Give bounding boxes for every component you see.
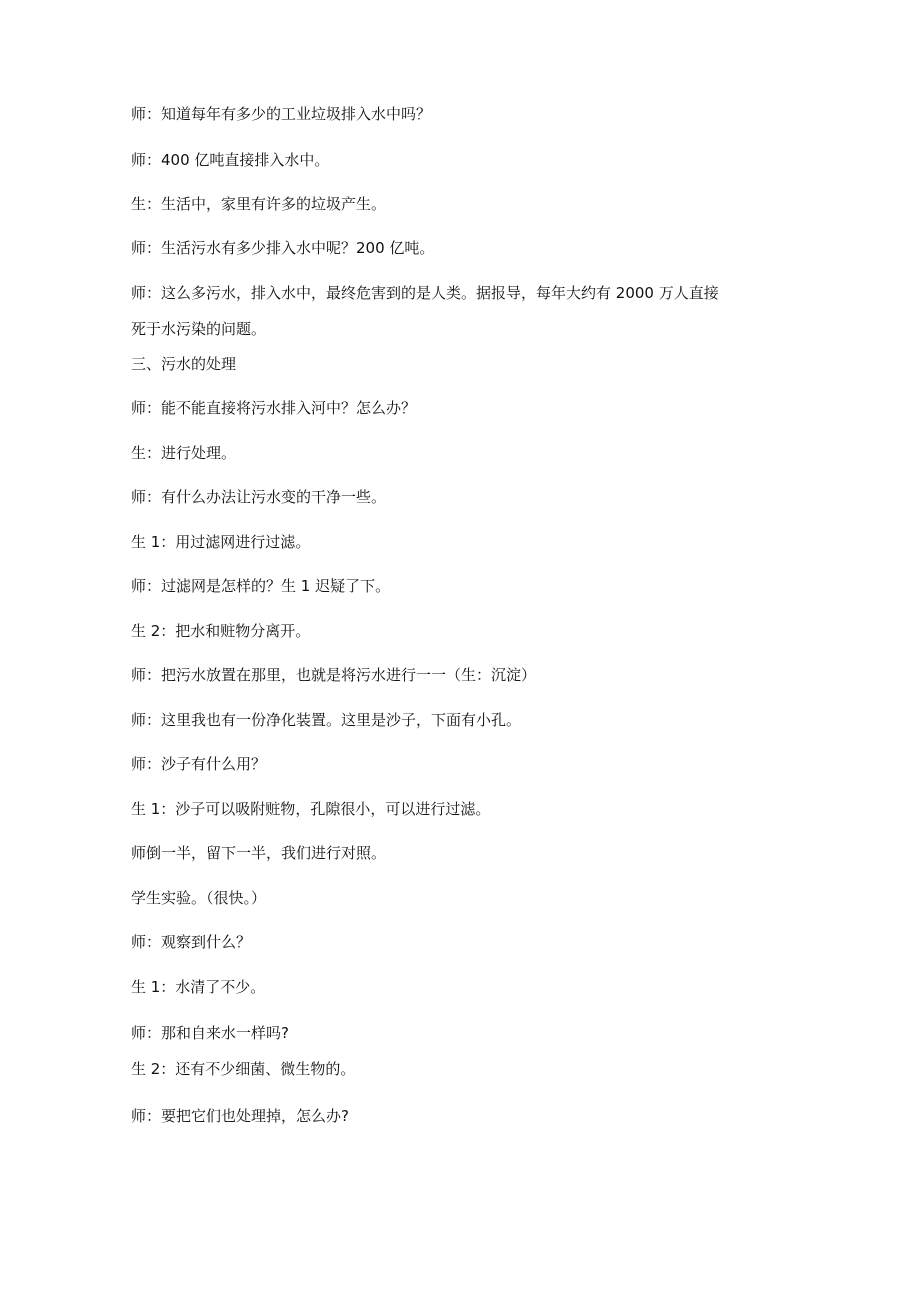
- text-line: 师：那和自来水一样吗?: [131, 1024, 289, 1042]
- text-line: 师：能不能直接将污水排入河中？怎么办？: [131, 399, 417, 417]
- text-line: 师：这么多污水，排入水中，最终危害到的是人类。据报导，每年大约有 2000 万人直接: [131, 284, 719, 302]
- text-line: 死于水污染的问题。: [131, 320, 267, 338]
- text-line: 师：400 亿吨直接排入水中。: [131, 151, 330, 169]
- text-line: 生 1：水清了不少。: [131, 978, 266, 996]
- text-line: 生：进行处理。: [131, 444, 237, 462]
- text-line: 师：要把它们也处理掉，怎么办?: [131, 1107, 349, 1125]
- text-line: 师：观察到什么？: [131, 933, 252, 951]
- text-line: 师：知道每年有多少的工业垃圾排入水中吗？: [131, 105, 432, 123]
- text-line: 师：把污水放置在那里，也就是将污水进行一一（生：沉淀）: [131, 666, 537, 684]
- text-line: 生 2：把水和赃物分离开。: [131, 622, 311, 640]
- text-line: 师：过滤网是怎样的？生 1 迟疑了下。: [131, 577, 391, 595]
- text-line: 师：这里我也有一份净化装置。这里是沙子，下面有小孔。: [131, 711, 522, 729]
- text-line: 生 2：还有不少细菌、微生物的。: [131, 1060, 356, 1078]
- text-line: 生：生活中，家里有许多的垃圾产生。: [131, 195, 387, 213]
- text-line: 师：生活污水有多少排入水中呢？200 亿吨。: [131, 239, 435, 257]
- text-line: 生 1：沙子可以吸附赃物，孔隙很小，可以进行过滤。: [131, 800, 491, 818]
- section-heading: 三、污水的处理: [131, 355, 237, 373]
- text-line: 生 1：用过滤网进行过滤。: [131, 533, 311, 551]
- text-line: 学生实验。（很快。）: [131, 889, 267, 907]
- text-line: 师倒一半，留下一半，我们进行对照。: [131, 844, 387, 862]
- text-line: 师：有什么办法让污水变的干净一些。: [131, 488, 387, 506]
- text-line: 师：沙子有什么用？: [131, 755, 267, 773]
